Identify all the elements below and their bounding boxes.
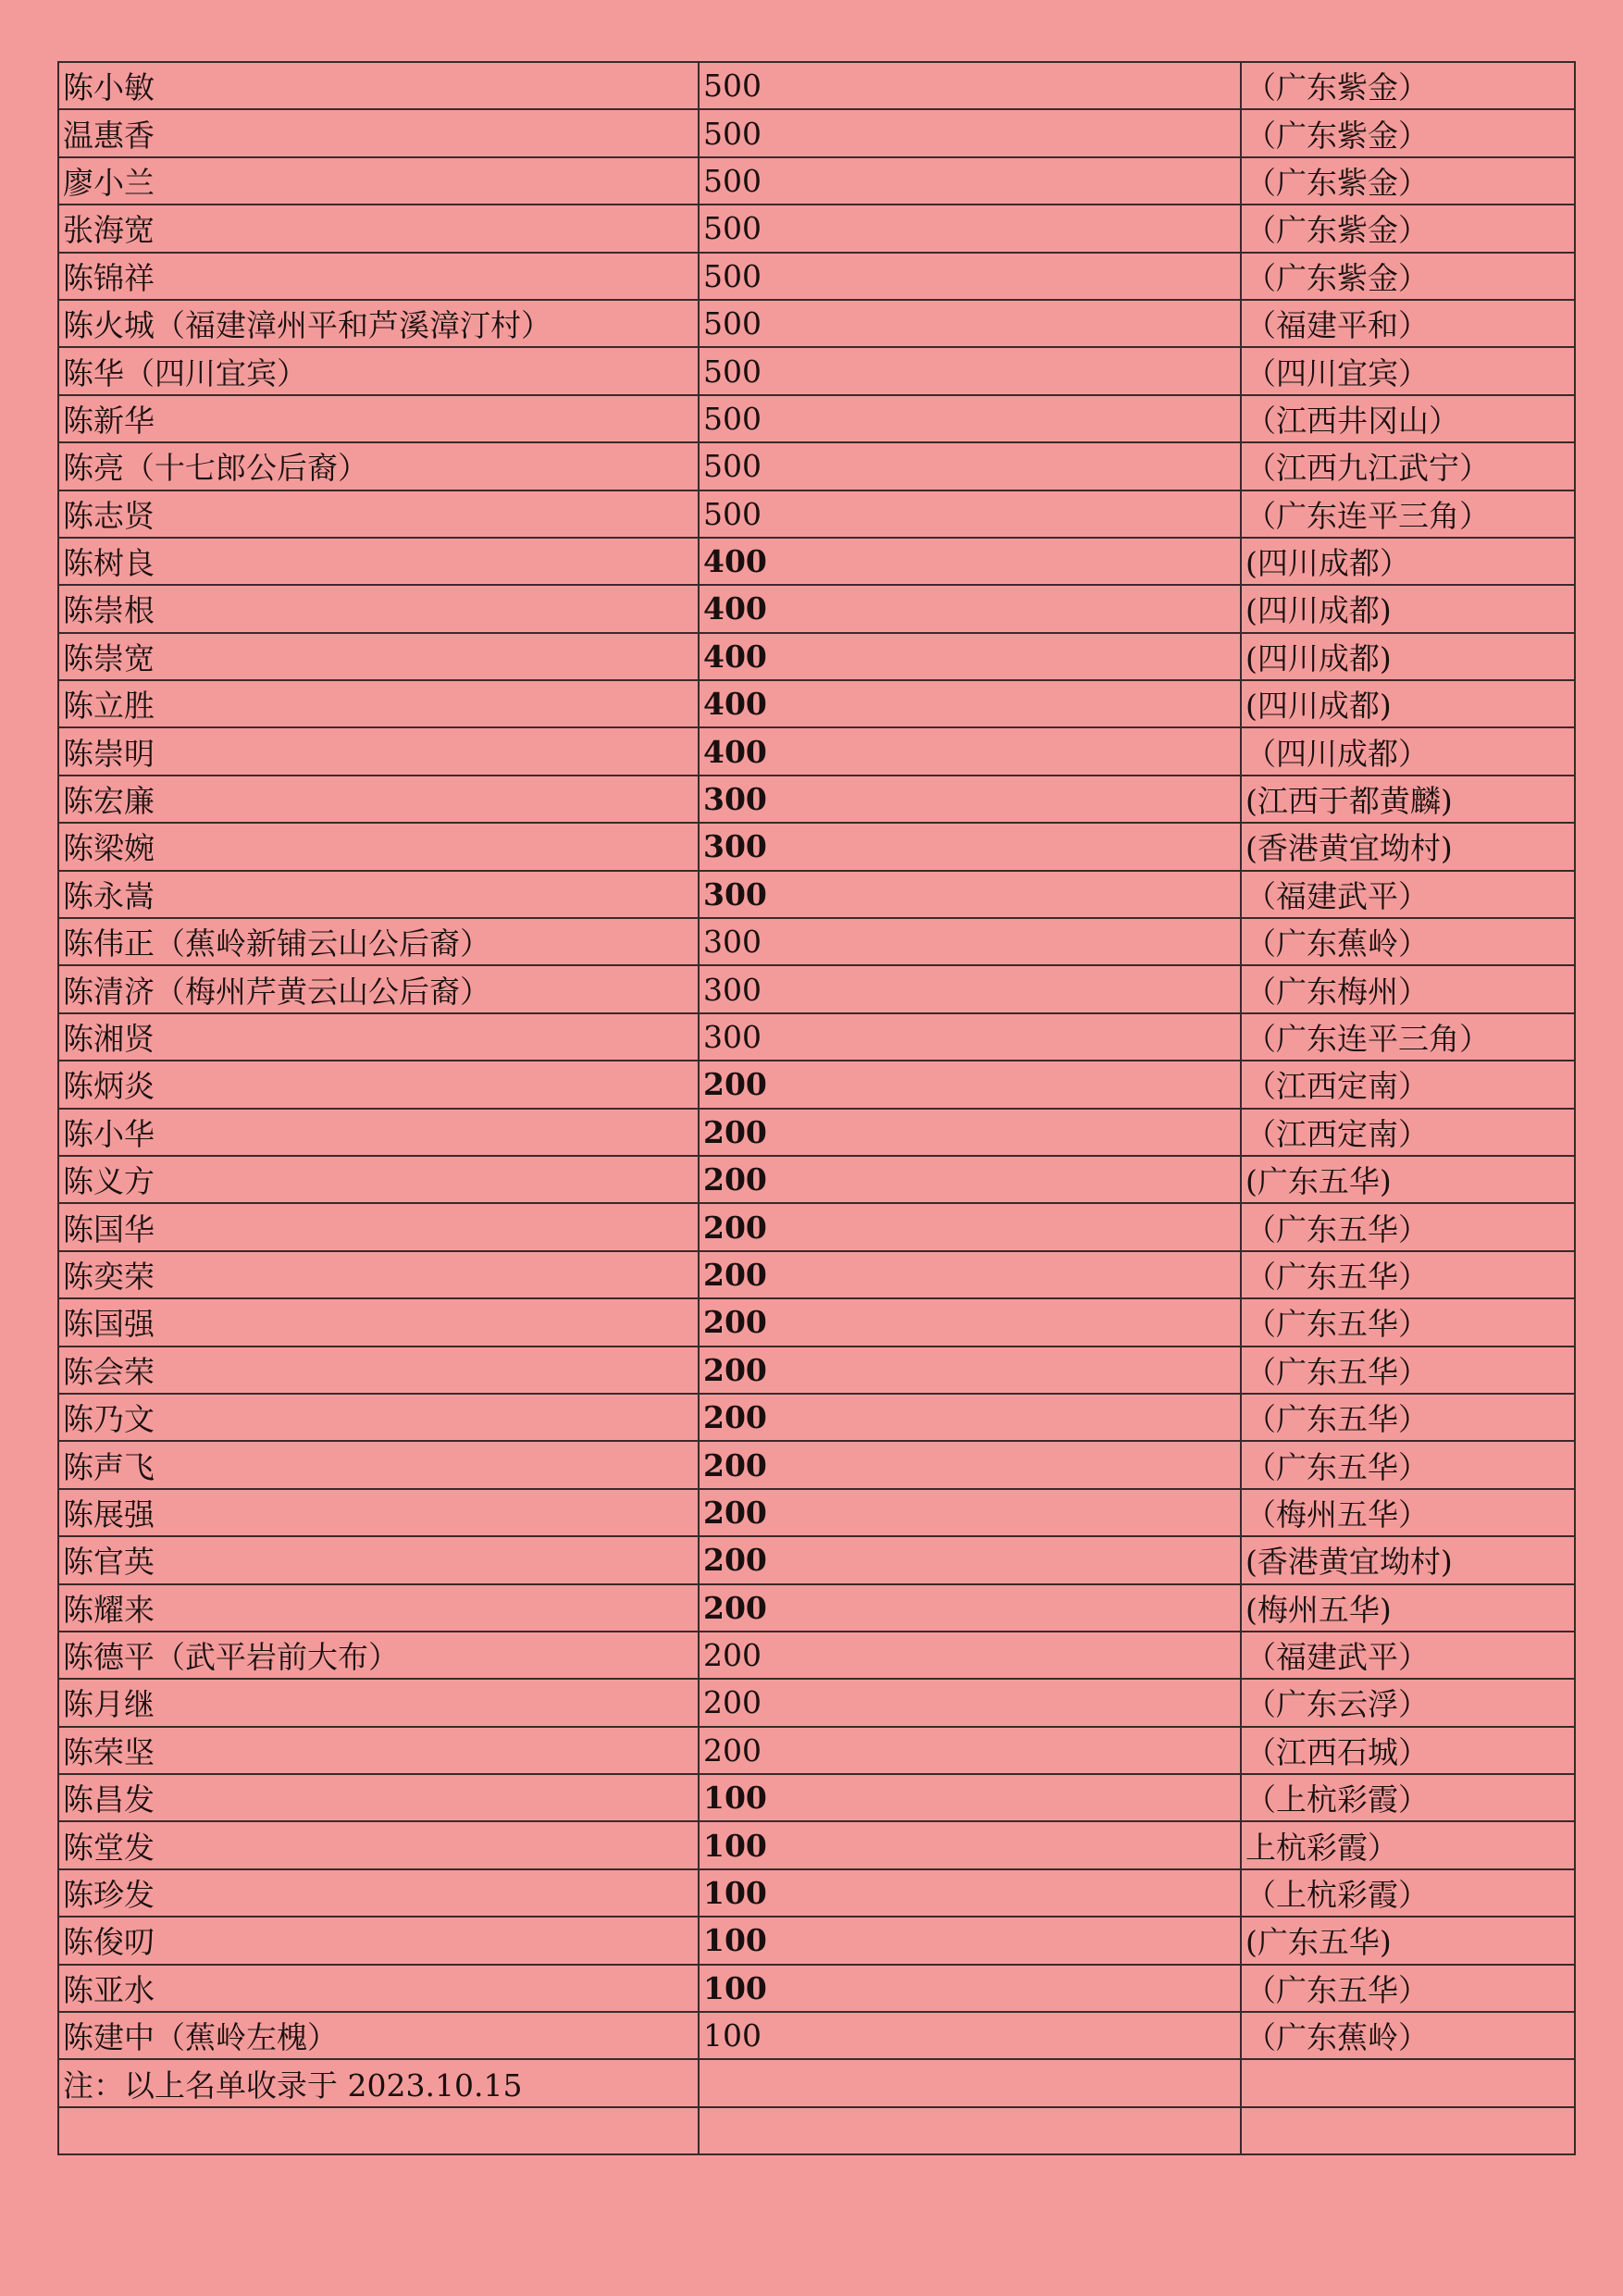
donation-amount: 100 [699, 1869, 1241, 1917]
table-row [58, 1774, 1575, 1821]
donor-origin: （广东梅州） [1241, 965, 1575, 1012]
donor-origin: （四川宜宾） [1241, 347, 1575, 394]
donor-name: 陈建中（蕉岭左槐） [58, 2012, 699, 2059]
donation-amount: 100 [699, 1917, 1241, 1964]
donation-amount: 400 [699, 585, 1241, 632]
donor-name: 陈新华 [58, 395, 699, 442]
table-row [58, 62, 1575, 109]
donor-name: 陈小华 [58, 1109, 699, 1156]
donation-amount: 100 [699, 1965, 1241, 2012]
donor-name: 陈国华 [58, 1203, 699, 1250]
donor-origin: （梅州五华） [1241, 1489, 1575, 1536]
donor-origin: (香港黄宜坳村) [1241, 1536, 1575, 1583]
donor-origin: (香港黄宜坳村) [1241, 823, 1575, 870]
donation-amount: 500 [699, 157, 1241, 205]
donor-name: 陈崇明 [58, 727, 699, 775]
donation-amount: 400 [699, 680, 1241, 727]
donor-name: 陈锦祥 [58, 253, 699, 300]
donor-table-footer [58, 2059, 1575, 2154]
donation-amount: 300 [699, 871, 1241, 918]
donation-amount: 500 [699, 442, 1241, 490]
donor-name: 陈崇根 [58, 585, 699, 632]
donor-origin: (四川成都) [1241, 633, 1575, 680]
donation-amount: 200 [699, 1109, 1241, 1156]
donor-name: 陈乃文 [58, 1394, 699, 1441]
table-row [58, 1821, 1575, 1868]
table-row [58, 253, 1575, 300]
table-row [58, 965, 1575, 1012]
donor-origin: （上杭彩霞） [1241, 1774, 1575, 1821]
donor-name: 陈展强 [58, 1489, 699, 1536]
donor-name: 陈义方 [58, 1156, 699, 1203]
donor-name: 陈昌发 [58, 1774, 699, 1821]
table-row [58, 1441, 1575, 1488]
empty-cell [699, 2107, 1241, 2154]
table-row [58, 871, 1575, 918]
table-row [58, 1156, 1575, 1203]
donor-name: 温惠香 [58, 109, 699, 156]
donor-origin: （广东五华） [1241, 1965, 1575, 2012]
table-row [58, 1489, 1575, 1536]
table-row [58, 395, 1575, 442]
donation-amount: 400 [699, 633, 1241, 680]
table-row [58, 1109, 1575, 1156]
donation-amount: 300 [699, 776, 1241, 823]
table-row [58, 1061, 1575, 1108]
donor-origin: （广东五华） [1241, 1203, 1575, 1250]
donation-amount: 300 [699, 823, 1241, 870]
donor-name: 陈荣坚 [58, 1727, 699, 1774]
donor-name: 陈声飞 [58, 1441, 699, 1488]
donor-origin: （四川成都） [1241, 727, 1575, 775]
donor-origin: （广东五华） [1241, 1347, 1575, 1394]
table-row [58, 823, 1575, 870]
donor-origin: （广东紫金） [1241, 62, 1575, 109]
donor-origin: (四川成都) [1241, 585, 1575, 632]
donation-amount: 200 [699, 1584, 1241, 1632]
donor-origin: （广东紫金） [1241, 253, 1575, 300]
table-row [58, 633, 1575, 680]
table-row [58, 776, 1575, 823]
donor-name: 陈伟正（蕉岭新铺云山公后裔） [58, 918, 699, 965]
empty-cell [1241, 2059, 1575, 2106]
table-row [58, 538, 1575, 585]
donor-origin: （福建武平） [1241, 871, 1575, 918]
donor-name: 陈湘贤 [58, 1013, 699, 1061]
table-row [58, 1013, 1575, 1061]
blank-row [58, 2107, 1575, 2154]
donation-amount: 100 [699, 2012, 1241, 2059]
table-row [58, 442, 1575, 490]
donation-amount: 200 [699, 1727, 1241, 1774]
donor-name: 陈永嵩 [58, 871, 699, 918]
table-row [58, 300, 1575, 347]
empty-cell [699, 2059, 1241, 2106]
donor-origin: （江西九江武宁） [1241, 442, 1575, 490]
donor-name: 陈小敏 [58, 62, 699, 109]
donation-amount: 200 [699, 1489, 1241, 1536]
donor-name: 陈崇宽 [58, 633, 699, 680]
donation-amount: 500 [699, 253, 1241, 300]
table-row [58, 157, 1575, 205]
donor-name: 陈俊叨 [58, 1917, 699, 1964]
table-row [58, 1869, 1575, 1917]
donor-origin: (江西于都黄麟) [1241, 776, 1575, 823]
donation-amount: 200 [699, 1679, 1241, 1726]
donor-name: 陈树良 [58, 538, 699, 585]
donor-origin: （广东五华） [1241, 1251, 1575, 1298]
donation-amount: 200 [699, 1061, 1241, 1108]
donor-name: 陈清济（梅州芹黄云山公后裔） [58, 965, 699, 1012]
table-row [58, 490, 1575, 538]
donor-name: 陈立胜 [58, 680, 699, 727]
note-row [58, 2059, 1575, 2106]
donor-origin: （广东云浮） [1241, 1679, 1575, 1726]
donation-amount: 300 [699, 1013, 1241, 1061]
donor-table [57, 61, 1576, 2155]
donor-name: 陈梁婉 [58, 823, 699, 870]
donor-origin: (四川成都) [1241, 680, 1575, 727]
donor-origin: （福建武平） [1241, 1632, 1575, 1679]
donation-amount: 200 [699, 1632, 1241, 1679]
donor-origin: （广东紫金） [1241, 109, 1575, 156]
donor-origin: （广东蕉岭） [1241, 2012, 1575, 2059]
donor-name: 陈德平（武平岩前大布） [58, 1632, 699, 1679]
table-row [58, 918, 1575, 965]
donor-origin: (广东五华) [1241, 1917, 1575, 1964]
donation-amount: 200 [699, 1536, 1241, 1583]
donor-name: 陈宏廉 [58, 776, 699, 823]
donor-name: 陈会荣 [58, 1347, 699, 1394]
table-row [58, 1679, 1575, 1726]
donor-origin: (四川成都） [1241, 538, 1575, 585]
table-row [58, 1347, 1575, 1394]
donor-origin: (广东五华) [1241, 1156, 1575, 1203]
donor-origin: （江西定南） [1241, 1109, 1575, 1156]
table-row [58, 205, 1575, 252]
donor-origin: 上杭彩霞） [1241, 1821, 1575, 1868]
donation-amount: 200 [699, 1347, 1241, 1394]
table-row [58, 1298, 1575, 1346]
table-row [58, 727, 1575, 775]
donor-origin: （广东五华） [1241, 1441, 1575, 1488]
donor-origin: （江西石城） [1241, 1727, 1575, 1774]
donation-amount: 500 [699, 490, 1241, 538]
donor-name: 陈志贤 [58, 490, 699, 538]
empty-cell [1241, 2107, 1575, 2154]
donor-name: 陈火城（福建漳州平和芦溪漳汀村） [58, 300, 699, 347]
note-cell: 注：以上名单收录于 2023.10.15 [58, 2059, 699, 2106]
empty-cell [58, 2107, 699, 2154]
table-row [58, 109, 1575, 156]
donation-amount: 100 [699, 1821, 1241, 1868]
donor-origin: （广东连平三角） [1241, 490, 1575, 538]
donation-amount: 400 [699, 727, 1241, 775]
table-row [58, 1251, 1575, 1298]
donation-amount: 200 [699, 1394, 1241, 1441]
donation-amount: 200 [699, 1203, 1241, 1250]
donor-name: 陈官英 [58, 1536, 699, 1583]
table-row [58, 1965, 1575, 2012]
donation-amount: 300 [699, 965, 1241, 1012]
donor-name: 陈堂发 [58, 1821, 699, 1868]
donor-origin: (梅州五华) [1241, 1584, 1575, 1632]
donor-name: 陈奕荣 [58, 1251, 699, 1298]
donor-name: 廖小兰 [58, 157, 699, 205]
donor-name: 陈亮（十七郎公后裔） [58, 442, 699, 490]
donor-name: 陈华（四川宜宾） [58, 347, 699, 394]
donor-origin: （广东连平三角） [1241, 1013, 1575, 1061]
donor-origin: （福建平和） [1241, 300, 1575, 347]
donor-origin: （广东蕉岭） [1241, 918, 1575, 965]
donation-amount: 100 [699, 1774, 1241, 1821]
donation-amount: 200 [699, 1441, 1241, 1488]
donor-origin: （上杭彩霞） [1241, 1869, 1575, 1917]
table-row [58, 1394, 1575, 1441]
donor-origin: （广东紫金） [1241, 205, 1575, 252]
donor-name: 陈月继 [58, 1679, 699, 1726]
table-row [58, 1584, 1575, 1632]
table-row [58, 1917, 1575, 1964]
donation-amount: 500 [699, 300, 1241, 347]
table-row [58, 347, 1575, 394]
donation-amount: 500 [699, 347, 1241, 394]
table-row [58, 2012, 1575, 2059]
donation-amount: 500 [699, 109, 1241, 156]
donation-amount: 300 [699, 918, 1241, 965]
donor-name: 陈珍发 [58, 1869, 699, 1917]
table-row [58, 1536, 1575, 1583]
donor-name: 陈炳炎 [58, 1061, 699, 1108]
donor-name: 陈耀来 [58, 1584, 699, 1632]
table-row [58, 1203, 1575, 1250]
donation-amount: 400 [699, 538, 1241, 585]
donation-amount: 200 [699, 1251, 1241, 1298]
donation-amount: 200 [699, 1156, 1241, 1203]
donation-amount: 200 [699, 1298, 1241, 1346]
table-row [58, 680, 1575, 727]
donor-origin: （广东紫金） [1241, 157, 1575, 205]
donor-origin: （广东五华） [1241, 1394, 1575, 1441]
donation-amount: 500 [699, 205, 1241, 252]
donor-origin: （广东五华） [1241, 1298, 1575, 1346]
donor-name: 陈亚水 [58, 1965, 699, 2012]
donor-table-body [58, 62, 1575, 2059]
table-row [58, 1632, 1575, 1679]
donor-origin: （江西定南） [1241, 1061, 1575, 1108]
table-row [58, 1727, 1575, 1774]
donation-amount: 500 [699, 62, 1241, 109]
donor-name: 张海宽 [58, 205, 699, 252]
donor-origin: （江西井冈山） [1241, 395, 1575, 442]
donor-name: 陈国强 [58, 1298, 699, 1346]
table-row [58, 585, 1575, 632]
donation-amount: 500 [699, 395, 1241, 442]
